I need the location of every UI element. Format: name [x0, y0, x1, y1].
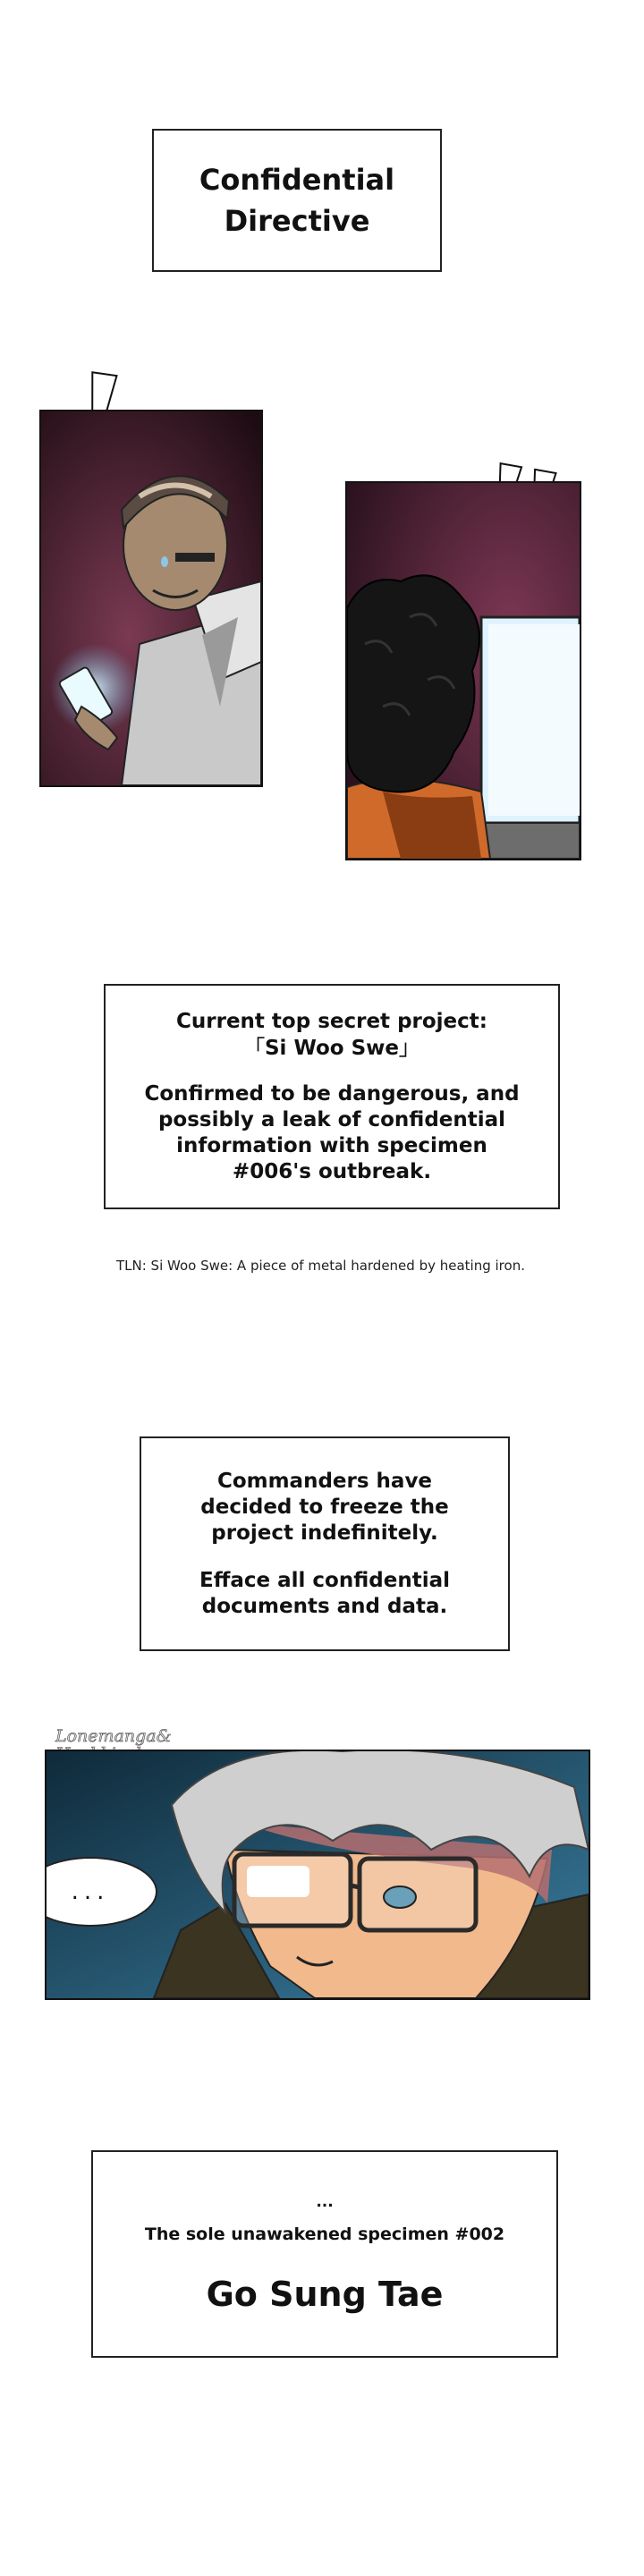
project-line-3: Confirmed to be dangerous, and: [144, 1082, 520, 1106]
project-line-6: #006's outbreak.: [232, 1160, 432, 1183]
project-line-2: 「Si Woo Swe」: [243, 1037, 420, 1060]
person-at-monitor-illustration: [347, 483, 580, 859]
ellipsis-speech-bubble: ...: [45, 1857, 157, 1927]
man-with-phone-illustration: [41, 411, 261, 785]
project-line-4: possibly a leak of confidential: [157, 1108, 506, 1131]
commanders-line-4: Efface all confidential: [199, 1568, 450, 1592]
specimen-line: The sole unawakened specimen #002: [144, 2224, 505, 2244]
title-caption-box: [152, 129, 442, 272]
commanders-line-5: documents and data.: [201, 1594, 448, 1618]
title-line-1: Confidential: [199, 163, 395, 197]
panel-man-with-glasses: [45, 1750, 590, 2000]
specimen-name: Go Sung Tae: [206, 2275, 444, 2314]
commanders-caption-box: [140, 1436, 510, 1651]
specimen-ellipsis: ...: [316, 2193, 334, 2211]
commanders-line-1: Commanders have: [216, 1469, 433, 1493]
panel-person-at-monitor: [345, 481, 581, 860]
project-line-1: Current top secret project:: [176, 1010, 487, 1033]
project-caption-box: [104, 984, 560, 1209]
specimen-caption-box: [91, 2150, 558, 2358]
panel-man-with-phone: [39, 410, 263, 787]
title-line-2: Directive: [224, 204, 370, 238]
commanders-line-3: project indefinitely.: [211, 1521, 438, 1545]
commanders-line-2: decided to freeze the: [200, 1495, 449, 1519]
project-line-5: information with specimen: [176, 1134, 487, 1157]
translator-note: TLN: Si Woo Swe: A piece of metal hardened by heating iron.: [116, 1258, 525, 1274]
scanlation-credit-line-1: Lonemanga&: [55, 1726, 172, 1746]
